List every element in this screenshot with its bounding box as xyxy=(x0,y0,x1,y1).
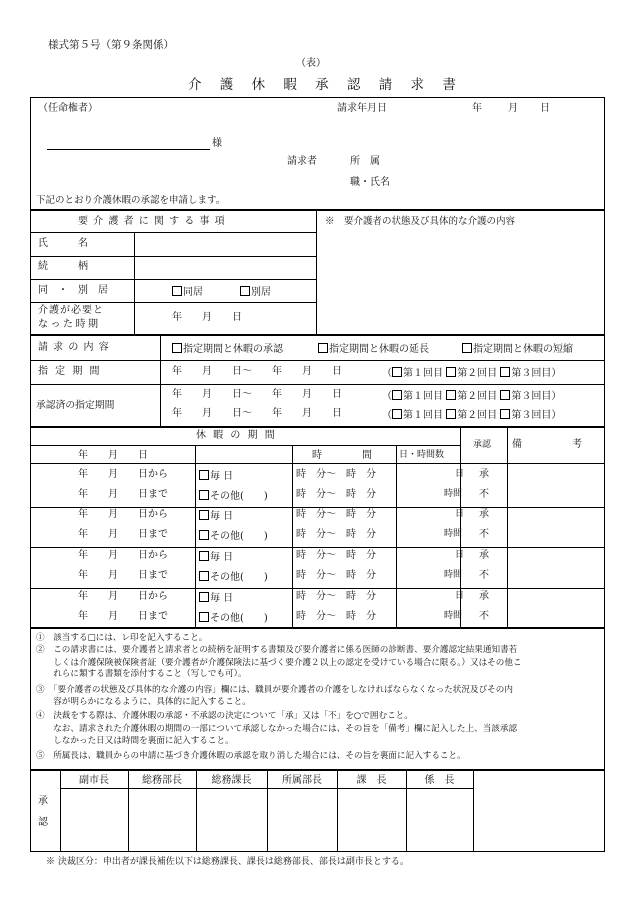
note-line: ① 該当する□には、レ印を記入すること。 xyxy=(36,633,208,643)
leave-date-from[interactable]: 年 月 日から xyxy=(78,469,168,480)
approved-round-options-1[interactable]: （ 第１回目 第２回目 第３回目） xyxy=(382,391,562,402)
note-line: れらに類する書類を添付すること（写しでも可）。 xyxy=(36,669,247,679)
care-name-label: 氏 名 xyxy=(38,238,88,249)
leave-date-to[interactable]: 年 月 日まで xyxy=(78,529,168,540)
note-line: しくは介護保険被保険者証（要介護者が介護保険法に基づく要介護２以上の認定を受けている場合に限る。）又はその他こ xyxy=(36,658,522,668)
care-state-header: ※ 要介護者の状態及び具体的な介護の内容 xyxy=(325,216,516,227)
leave-time-range[interactable]: 時 分～ 時 分 xyxy=(296,591,376,602)
approval-col-header: 承認 xyxy=(473,440,492,450)
date-col-header: 年 月 日 xyxy=(78,450,148,461)
checkbox-icon[interactable] xyxy=(199,530,209,540)
cohabit-separate-option[interactable]: 別居 xyxy=(240,286,271,298)
note-line: しなかった日又は時間を裏面に記入すること。 xyxy=(36,736,234,746)
care-relation-label: 続 柄 xyxy=(38,261,88,272)
request-statement: 下記のとおり介護休暇の承認を申請します。 xyxy=(36,195,226,206)
stamp-col-header: 所属部長 xyxy=(282,775,322,786)
leave-count-unit: 時間 xyxy=(444,611,463,621)
designated-period-label: 指 定 期 間 xyxy=(38,366,102,377)
leave-date-to[interactable]: 年 月 日まで xyxy=(78,489,168,500)
cohabit-same-option[interactable]: 同居 xyxy=(172,286,203,298)
stamp-cell[interactable] xyxy=(196,789,267,851)
checkbox-icon[interactable] xyxy=(240,286,250,296)
checkbox-icon[interactable] xyxy=(172,286,182,296)
remarks-col-header: 備 考 xyxy=(512,439,582,450)
leave-count-unit: 時間 xyxy=(444,570,463,580)
note-line: ② この請求書には、要介護者と請求者との続柄を証明する書類及び要介護者に係る医師の診断書、要介護認定結果通知書若 xyxy=(36,645,518,655)
checkbox-icon[interactable] xyxy=(500,390,510,400)
note-line: 容が明らかになるように、具体的に記入すること。 xyxy=(36,697,251,707)
leave-time-range[interactable]: 時 分～ 時 分 xyxy=(296,550,376,561)
leave-date-from[interactable]: 年 月 日から xyxy=(78,591,168,602)
leave-count-unit: 日 xyxy=(455,469,465,479)
checkbox-icon[interactable] xyxy=(500,367,510,377)
leave-date-from[interactable]: 年 月 日から xyxy=(78,509,168,520)
leave-count-unit: 時間 xyxy=(444,529,463,539)
checkbox-icon[interactable] xyxy=(500,409,510,419)
approval-no-mark[interactable]: 不 xyxy=(479,611,489,622)
leave-daily-option[interactable]: 毎 日 xyxy=(199,551,233,563)
stamp-cell[interactable] xyxy=(60,789,128,851)
stamp-col-header: 総務部長 xyxy=(142,775,182,786)
leave-time-range[interactable]: 時 分～ 時 分 xyxy=(296,469,376,480)
need-time-label-2: なった時期 xyxy=(38,319,101,330)
applicant-block xyxy=(30,97,605,210)
approval-yes-mark[interactable]: 承 xyxy=(479,469,489,480)
approval-yes-mark[interactable]: 承 xyxy=(479,509,489,520)
stamp-cell[interactable] xyxy=(337,789,406,851)
approved-period-range-1[interactable]: 年 月 日～ 年 月 日 xyxy=(172,389,342,400)
checkbox-icon[interactable] xyxy=(392,390,402,400)
request-date-label: 請求年月日 xyxy=(337,103,387,114)
checkbox-icon[interactable] xyxy=(199,470,209,480)
approval-no-mark[interactable]: 不 xyxy=(479,570,489,581)
leave-date-to[interactable]: 年 月 日まで xyxy=(78,611,168,622)
note-line: ⑤ 所属長は、職員からの申請に基づき介護休暇の承認を取り消した場合には、その旨を裏面に記入すること。 xyxy=(36,751,466,761)
designated-round-options[interactable]: （ 第１回目 第２回目 第３回目） xyxy=(382,368,562,379)
leave-count-unit: 日 xyxy=(455,509,465,519)
request-opt-approve[interactable]: 指定期間と休暇の承認 xyxy=(172,343,283,355)
leave-date-to[interactable]: 年 月 日まで xyxy=(78,570,168,581)
approval-no-mark[interactable]: 不 xyxy=(479,529,489,540)
time-col-header: 時 間 xyxy=(312,450,372,461)
checkbox-icon[interactable] xyxy=(392,409,402,419)
request-opt-extend[interactable]: 指定期間と休暇の延長 xyxy=(318,343,429,355)
leave-time-range[interactable]: 時 分～ 時 分 xyxy=(296,611,376,622)
requester-label: 請求者 xyxy=(287,156,317,167)
leave-other-option[interactable]: その他( ) xyxy=(199,571,268,583)
request-date-year[interactable]: 年 xyxy=(472,103,482,114)
leave-time-range[interactable]: 時 分～ 時 分 xyxy=(296,529,376,540)
leave-time-range[interactable]: 時 分～ 時 分 xyxy=(296,489,376,500)
form-side-label: （表） xyxy=(296,58,326,69)
leave-count-unit: 時間 xyxy=(444,489,463,499)
approval-yes-mark[interactable]: 承 xyxy=(479,550,489,561)
approval-no-mark[interactable]: 不 xyxy=(479,489,489,500)
care-section-header: 要 介 護 者 に 関 す る 事 項 xyxy=(78,216,226,227)
approved-round-options-2[interactable]: （ 第１回目 第２回目 第３回目） xyxy=(382,410,562,421)
approved-period-range-2[interactable]: 年 月 日～ 年 月 日 xyxy=(172,408,342,419)
honorific-sama: 様 xyxy=(212,138,222,149)
leave-period-header: 休 暇 の 期 間 xyxy=(196,430,277,441)
stamp-col-header: 係 長 xyxy=(424,775,455,786)
designated-period-range[interactable]: 年 月 日～ 年 月 日 xyxy=(172,366,342,377)
request-date-day[interactable]: 日 xyxy=(540,103,550,114)
approval-yes-mark[interactable]: 承 xyxy=(479,591,489,602)
leave-daily-option[interactable]: 毎 日 xyxy=(199,470,233,482)
stamp-col-header: 副市長 xyxy=(79,775,109,786)
stamp-cell[interactable] xyxy=(128,789,196,851)
need-time-label-1: 介護が必要と xyxy=(38,305,104,316)
dept-label: 所 属 xyxy=(350,156,380,167)
note-line: なお、請求された介護休暇の期間の一部について承認しなかった場合には、その旨を「備考」欄に記入した上、当該承認 xyxy=(36,724,518,734)
checkbox-icon[interactable] xyxy=(199,612,209,622)
leave-other-option[interactable]: その他( ) xyxy=(199,612,268,624)
appointer-label: （任命権者） xyxy=(38,103,98,114)
leave-count-unit: 日 xyxy=(455,591,465,601)
leave-daily-option[interactable]: 毎 日 xyxy=(199,592,233,604)
checkbox-icon[interactable] xyxy=(446,409,456,419)
leave-time-range[interactable]: 時 分～ 時 分 xyxy=(296,509,376,520)
request-opt-shorten[interactable]: 指定期間と休暇の短縮 xyxy=(462,343,573,355)
form-title: 介 護 休 暇 承 認 請 求 書 xyxy=(188,77,463,93)
checkbox-icon[interactable] xyxy=(172,343,182,353)
checkbox-icon[interactable] xyxy=(199,551,209,561)
note-line: ③ 「要介護者の状態及び具体的な介護の内容」欄には、職員が要介護者の介護をしなければならなくなった状況及びその内 xyxy=(36,685,513,695)
care-recipient-block xyxy=(30,210,605,335)
checkbox-icon[interactable] xyxy=(462,343,472,353)
checkbox-icon[interactable] xyxy=(199,592,209,602)
approval-side-label-2: 認 xyxy=(38,817,48,828)
approval-side-label-1: 承 xyxy=(38,796,48,807)
need-time-date[interactable]: 年 月 日 xyxy=(172,312,242,323)
leave-other-option[interactable]: その他( ) xyxy=(199,530,268,542)
leave-date-from[interactable]: 年 月 日から xyxy=(78,550,168,561)
stamp-cell[interactable] xyxy=(406,789,473,851)
checkbox-icon[interactable] xyxy=(199,510,209,520)
checkbox-icon[interactable] xyxy=(446,390,456,400)
leave-daily-option[interactable]: 毎 日 xyxy=(199,510,233,522)
checkbox-icon[interactable] xyxy=(446,367,456,377)
approved-period-label: 承認済の指定期間 xyxy=(36,400,115,411)
checkbox-icon[interactable] xyxy=(392,367,402,377)
stamp-col-header: 課 長 xyxy=(356,775,387,786)
checkbox-icon[interactable] xyxy=(199,571,209,581)
stamp-col-header: 総務課長 xyxy=(211,775,252,786)
approval-footnote: ※ 決裁区分：申出者が課長補佐以下は総務課長、課長は総務部長、部長は副市長とする。 xyxy=(46,857,409,867)
leave-count-unit: 日 xyxy=(455,550,465,560)
checkbox-icon[interactable] xyxy=(199,490,209,500)
request-content-label: 請 求 の 内 容 xyxy=(38,342,110,353)
leave-time-range[interactable]: 時 分～ 時 分 xyxy=(296,570,376,581)
request-date-month[interactable]: 月 xyxy=(508,103,518,114)
count-col-header: 日・時間数 xyxy=(399,450,445,460)
note-line: ④ 決裁をする際は、介護休暇の承認・不承認の決定について「承」又は「不」を○で囲むこと。 xyxy=(36,711,413,721)
stamp-cell[interactable] xyxy=(267,789,337,851)
position-name-label: 職・氏名 xyxy=(350,177,390,188)
form-number: 様式第５号（第９条関係） xyxy=(48,39,174,51)
leave-other-option[interactable]: その他( ) xyxy=(199,490,268,502)
cohabit-label: 同 ・ 別 居 xyxy=(38,285,108,296)
checkbox-icon[interactable] xyxy=(318,343,328,353)
appointer-name-line[interactable] xyxy=(47,149,210,150)
